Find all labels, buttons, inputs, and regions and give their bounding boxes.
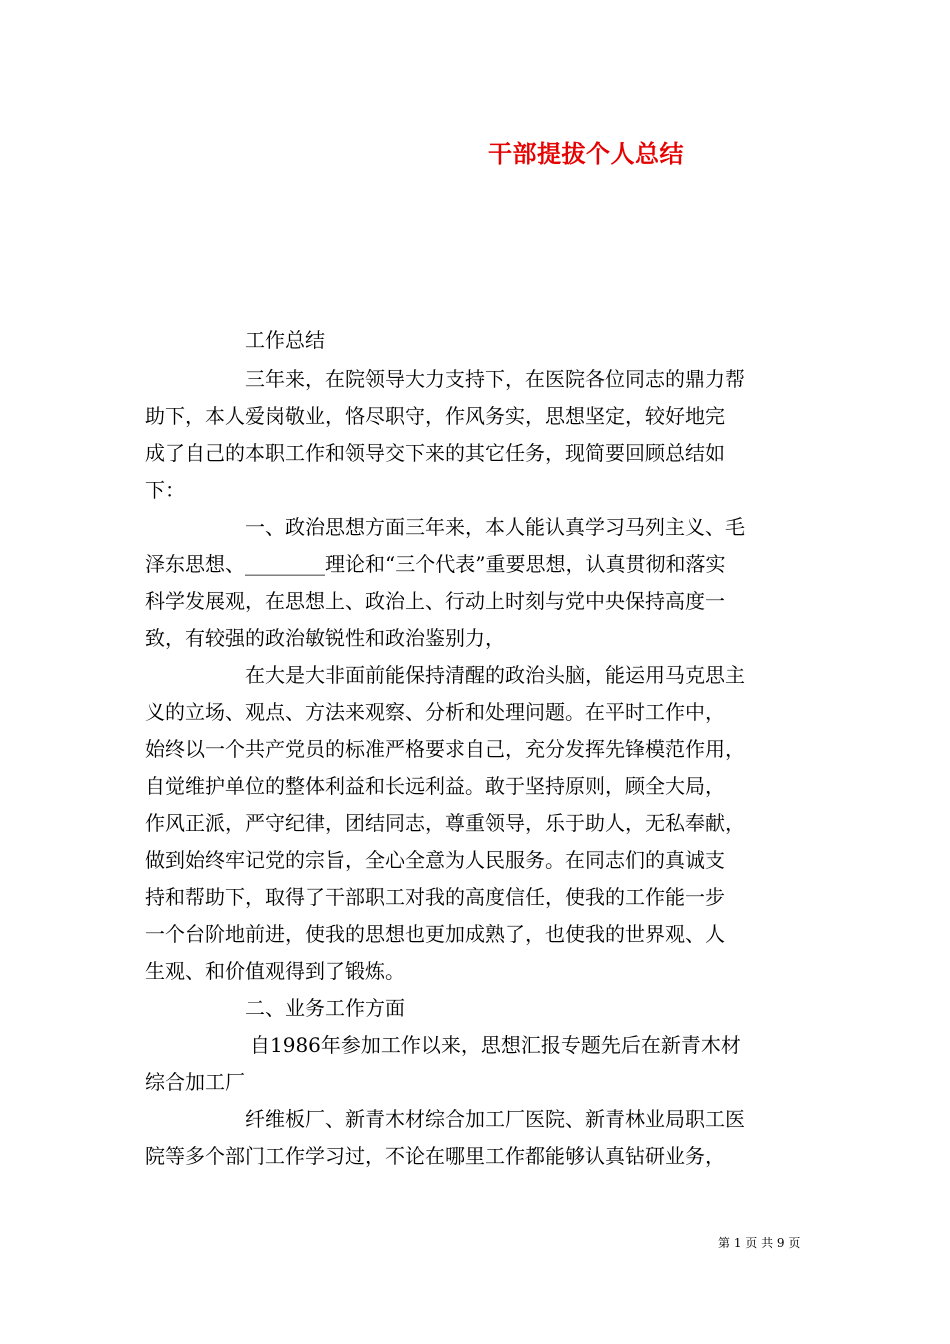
- paragraph-line: 做到始终牢记党的宗旨，全心全意为人民服务。在同志们的真诚支: [145, 848, 725, 872]
- paragraph-line: 义的立场、观点、方法来观察、分析和处理问题。在平时工作中，: [145, 700, 725, 724]
- paragraph-line: 下：: [145, 478, 185, 502]
- paragraph-line: 三年来，在院领导大力支持下，在医院各位同志的鼎力帮: [245, 367, 745, 391]
- paragraph-line: 综合加工厂: [145, 1070, 245, 1094]
- paragraph-line: 始终以一个共产党员的标准严格要求自己，充分发挥先锋模范作用，: [145, 737, 745, 761]
- paragraph-line: 院等多个部门工作学习过，不论在哪里工作都能够认真钻研业务，: [145, 1144, 725, 1168]
- section-heading-business-work: 二、业务工作方面: [245, 996, 405, 1020]
- paragraph-line: 一个台阶地前进，使我的思想也更加成熟了，也使我的世界观、人: [145, 922, 725, 946]
- paragraph-line: 自1986年参加工作以来，思想汇报专题先后在新青木材: [250, 1033, 741, 1057]
- paragraph-line: 助下，本人爱岗敬业，恪尽职守，作风务实，思想坚定，较好地完: [145, 404, 725, 428]
- paragraph-line: 在大是大非面前能保持清醒的政治头脑，能运用马克思主: [245, 663, 745, 687]
- page-number: 第 1 页 共 9 页: [718, 1236, 801, 1250]
- paragraph-line: 成了自己的本职工作和领导交下来的其它任务，现简要回顾总结如: [145, 441, 725, 465]
- paragraph-line: 作风正派，严守纪律，团结同志，尊重领导，乐于助人，无私奉献，: [145, 811, 745, 835]
- paragraph-line: 致，有较强的政治敏锐性和政治鉴别力，: [145, 626, 505, 650]
- section-heading-work-summary: 工作总结: [245, 328, 325, 352]
- paragraph-line: 纤维板厂、新青木材综合加工厂医院、新青林业局职工医: [245, 1107, 745, 1131]
- paragraph-line: 科学发展观，在思想上、政治上、行动上时刻与党中央保持高度一: [145, 589, 725, 613]
- paragraph-line: 泽东思想、________理论和“三个代表”重要思想，认真贯彻和落实: [145, 552, 726, 576]
- paragraph-line: 自觉维护单位的整体利益和长远利益。敢于坚持原则，顾全大局，: [145, 774, 725, 798]
- paragraph-line: 一、政治思想方面三年来，本人能认真学习马列主义、毛: [245, 515, 745, 539]
- paragraph-line: 持和帮助下，取得了干部职工对我的高度信任，使我的工作能一步: [145, 885, 725, 909]
- document-title: 干部提拔个人总结: [488, 139, 684, 168]
- paragraph-line: 生观、和价值观得到了锻炼。: [145, 959, 405, 983]
